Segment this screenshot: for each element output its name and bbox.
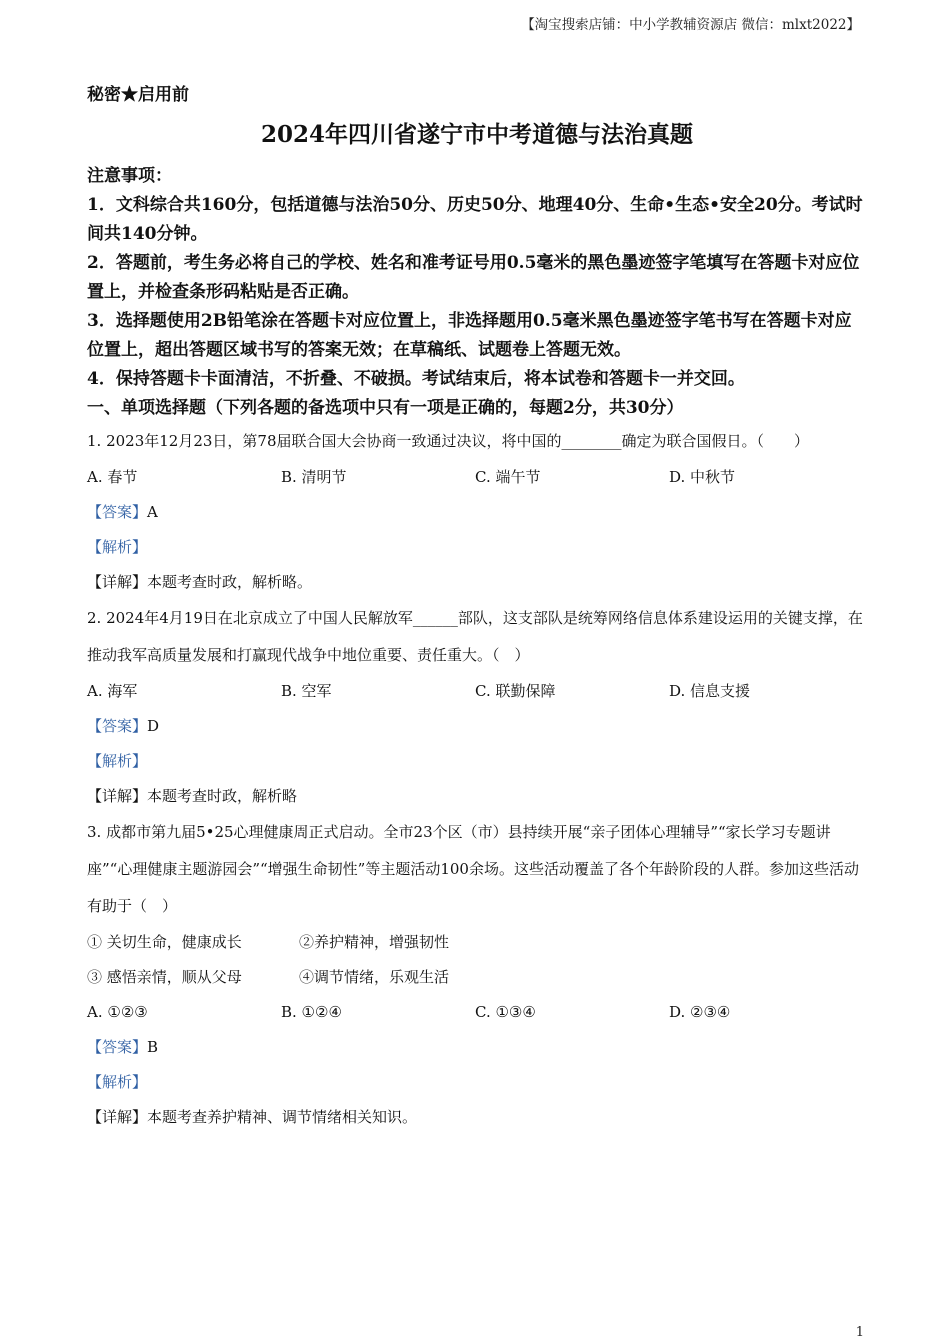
answer-value: A [147,503,158,521]
option-b: B. 清明节 [281,468,347,486]
notice-item-3: 3．选择题使用2B铅笔涂在答题卡对应位置上，非选择题用0.5毫米黑色墨迹签字笔书写在答题卡对应位置上，超出答题区域书写的答案无效；在草稿纸、试题卷上答题无效。 [87,311,852,360]
option-d: D. 信息支援 [669,682,751,700]
answer-line [87,495,867,530]
question-text: 1. 2023年12月23日，第78届联合国大会协商一致通过决议，将中国的________确定为联合国假日。（ ） [87,432,810,450]
detail-text: 本题考查养护精神、调节情绪相关知识。 [147,1108,418,1126]
answer-value: D [147,717,160,735]
option-b: B. ①②④ [281,1003,342,1021]
notice-item-2: 2．答题前，考生务必将自己的学校、姓名和准考证号用0.5毫米的黑色墨迹签字笔填写在答题卡对应位置上，并检查条形码粘贴是否正确。 [87,253,860,302]
option-d: D. 中秋节 [669,468,736,486]
option-c: C. 端午节 [475,468,541,486]
answer-label: 【答案】 [87,717,148,735]
statement-2: ②养护精神，增强韧性 [299,933,450,951]
option-c: C. 联勤保障 [475,682,556,700]
section-title: 一、单项选择题（下列各题的备选项中只有一项是正确的，每题2分，共30分） [87,398,684,418]
answer-value: B [147,1038,159,1056]
option-b: B. 空军 [281,682,332,700]
exam-document [87,80,867,1135]
option-a: A. 春节 [87,468,138,486]
question-text: 3. 成都市第九届5•25心理健康周正式启动。全市23个区（市）县持续开展“亲子团体心理辅导”“家长学习专题讲座”“心理健康主题游园会”“增强生命韧性”等主题活动100余场。这些活动覆盖了各个年龄阶段的人群。参加这些活动有助于（ ） [87,823,859,915]
notice-item-1: 1．文科综合共160分，包括道德与法治50分、历史50分、地理40分、生命•生态•安全20分。考试时间共140分钟。 [87,195,863,244]
statement-row-1 [87,925,867,960]
question-text: 2. 2024年4月19日在北京成立了中国人民解放军______部队，这支部队是统筹网络信息体系建设运用的关键支撑，在推动我军高质量发展和打赢现代战争中地位重要、责任重大。（ ） [87,609,863,664]
detail-label: 【详解】 [87,1108,148,1126]
answer-line [87,1030,867,1065]
header-note: 【淘宝搜索店铺：中小学教辅资源店 微信：mlxt2022】 [521,17,860,33]
statement-1: ① 关切生命，健康成长 [87,933,242,951]
detail-text: 本题考查时政，解析略。 [147,573,313,591]
page-number: 1 [855,1325,864,1340]
secret-label: 秘密★启用前 [87,85,189,105]
notice-title: 注意事项： [87,166,172,186]
statement-row-2 [87,960,867,995]
question-3 [87,814,867,1135]
detail-text: 本题考查时政，解析略 [147,787,298,805]
option-list [87,995,867,1030]
detail-line [87,779,867,814]
option-list [87,674,867,709]
notice-item-4: 4．保持答题卡卡面清洁，不折叠、不破损。考试结束后，将本试卷和答题卡一并交回。 [87,369,745,389]
statement-4: ④调节情绪，乐观生活 [299,968,450,986]
answer-line [87,709,867,744]
detail-label: 【详解】 [87,573,148,591]
option-a: A. 海军 [87,682,138,700]
analysis-label: 【解析】 [87,1073,148,1091]
page-title: 2024年四川省遂宁市中考道德与法治真题 [260,121,693,148]
question-1 [87,423,867,600]
detail-label: 【详解】 [87,787,148,805]
detail-line [87,565,867,600]
answer-label: 【答案】 [87,503,148,521]
option-a: A. ①②③ [87,1003,148,1021]
statement-3: ③ 感悟亲情，顺从父母 [87,968,242,986]
detail-line [87,1100,867,1135]
analysis-label: 【解析】 [87,752,148,770]
option-d: D. ②③④ [669,1003,731,1021]
option-c: C. ①③④ [475,1003,536,1021]
answer-label: 【答案】 [87,1038,148,1056]
analysis-label: 【解析】 [87,538,148,556]
question-2 [87,600,867,814]
option-list [87,460,867,495]
